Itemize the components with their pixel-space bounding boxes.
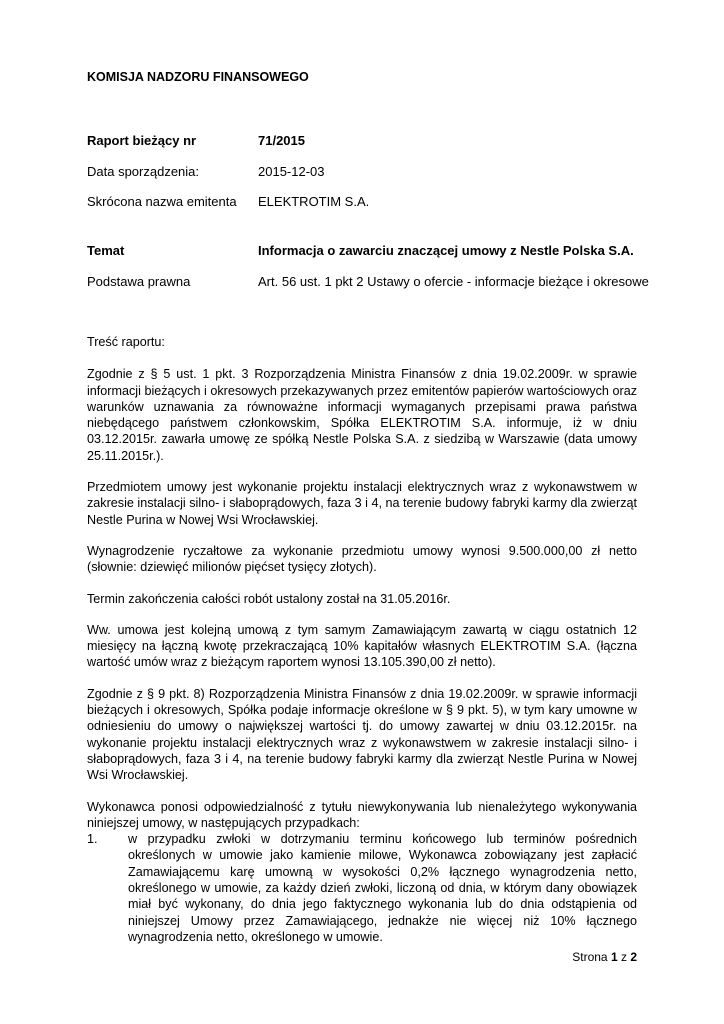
subject-label: Temat: [87, 243, 125, 258]
report-number-label: Raport bieżący nr: [87, 133, 197, 148]
page-number: [572, 950, 637, 964]
paragraph: Zgodnie z § 5 ust. 1 pkt. 3 Rozporządzenia Ministra Finansów z dnia 19.02.2009r. w sprawie informacji bieżących i okresowych przekazywanych przez emitentów papierów wartościowych oraz warunków uznawania za równoważne informacji wymaganych przepisami prawa państwa niebędącego państwem członkowskim, Spółka ELEKTROTIM S.A. informuje, iż w dniu 03.12.2015r. zawarła umowę ze spółką Nestle Polska S.A. z siedzibą w Warszawie (data umowy 25.11.2015r.).: [87, 367, 637, 463]
page-word: Strona: [572, 950, 608, 964]
subject-value: Informacja o zawarciu znaczącej umowy z Nestle Polska S.A.: [258, 243, 634, 258]
issuer-label: Skrócona nazwa emitenta: [87, 194, 237, 209]
report-body: [87, 334, 637, 945]
organization-title: KOMISJA NADZORU FINANSOWEGO: [87, 70, 309, 84]
paragraph: Zgodnie z § 9 pkt. 8) Rozporządzenia Ministra Finansów z dnia 19.02.2009r. w sprawie informacji bieżących i okresowych, Spółka podaje informacje określone w § 9 pkt. 5), w tym kary umowne w odniesieniu do umowy o największej wartości tj. do umowy zawartej w dniu 03.12.2015r. na wykonanie projektu instalacji elektrycznych wraz z wykonawstwem w zakresie instalacji silno- i słaboprądowych, faza 3 i 4, na terenie budowy fabryki karmy dla zwierząt Nestle Purina w Nowej Wsi Wrocławskiej.: [87, 686, 637, 783]
paragraph: Wykonawca ponosi odpowiedzialność z tytułu niewykonywania lub nienależytego wykonywania niniejszej umowy, w następujących przypadkach:: [87, 799, 637, 830]
page-total: 2: [630, 950, 637, 964]
date-label: Data sporządzenia:: [87, 164, 200, 179]
issuer-value: ELEKTROTIM S.A.: [258, 194, 370, 209]
page-current: 1: [610, 950, 618, 964]
report-number-value: 71/2015: [258, 133, 305, 148]
paragraph: Przedmiotem umowy jest wykonanie projektu instalacji elektrycznych wraz z wykonawstwem w zakresie instalacji silno- i słaboprądowych, faza 3 i 4, na terenie budowy fabryki karmy dla zwierząt Nestle Purina w Nowej Wsi Wrocławskiej.: [87, 480, 637, 527]
content-heading: Treść raportu:: [87, 335, 165, 349]
paragraph: Ww. umowa jest kolejną umową z tym samym Zamawiającym zawartą w ciągu ostatnich 12 miesięcy na łączną kwotę przekraczającą 10% kapitałów własnych ELEKTROTIM S.A. (łączna wartość umów wraz z bieżącym raportem wynosi 13.105.390,00 zł netto).: [87, 622, 637, 670]
list-item-text: w przypadku zwłoki w dotrzymaniu terminu końcowego lub terminów pośrednich określonych w umowie jako kamienie milowe, Wykonawca zobowiązany jest zapłacić Zamawiającemu karę umowną w wysokości 0,2% łącznego wynagrodzenia netto, określonego w umowie, za każdy dzień zwłoki, liczoną od dnia, w którym dany obowiązek miał być wykonany, do dnia jego faktycznego wykonania lub do dnia odstąpienia od niniejszej Umowy przez Zamawiającego, jednakże nie więcej niż 10% łącznego wynagrodzenia netto, określonego w umowie.: [128, 832, 637, 944]
paragraph: Termin zakończenia całości robót ustalony został na 31.05.2016r.: [87, 591, 451, 606]
page-of: z: [620, 950, 627, 964]
legal-basis-label: Podstawa prawna: [87, 274, 191, 289]
list-item: [87, 831, 637, 945]
date-value: 2015-12-03: [258, 164, 325, 179]
paragraph: Wynagrodzenie ryczałtowe za wykonanie przedmiotu umowy wynosi 9.500.000,00 zł netto (słownie: dziewięć milionów pięćset tysięcy złotych).: [87, 543, 637, 575]
legal-basis-value: Art. 56 ust. 1 pkt 2 Ustawy o ofercie - informacje bieżące i okresowe: [258, 274, 649, 289]
list-item-number: 1.: [87, 832, 98, 847]
penalty-list: [87, 831, 637, 945]
